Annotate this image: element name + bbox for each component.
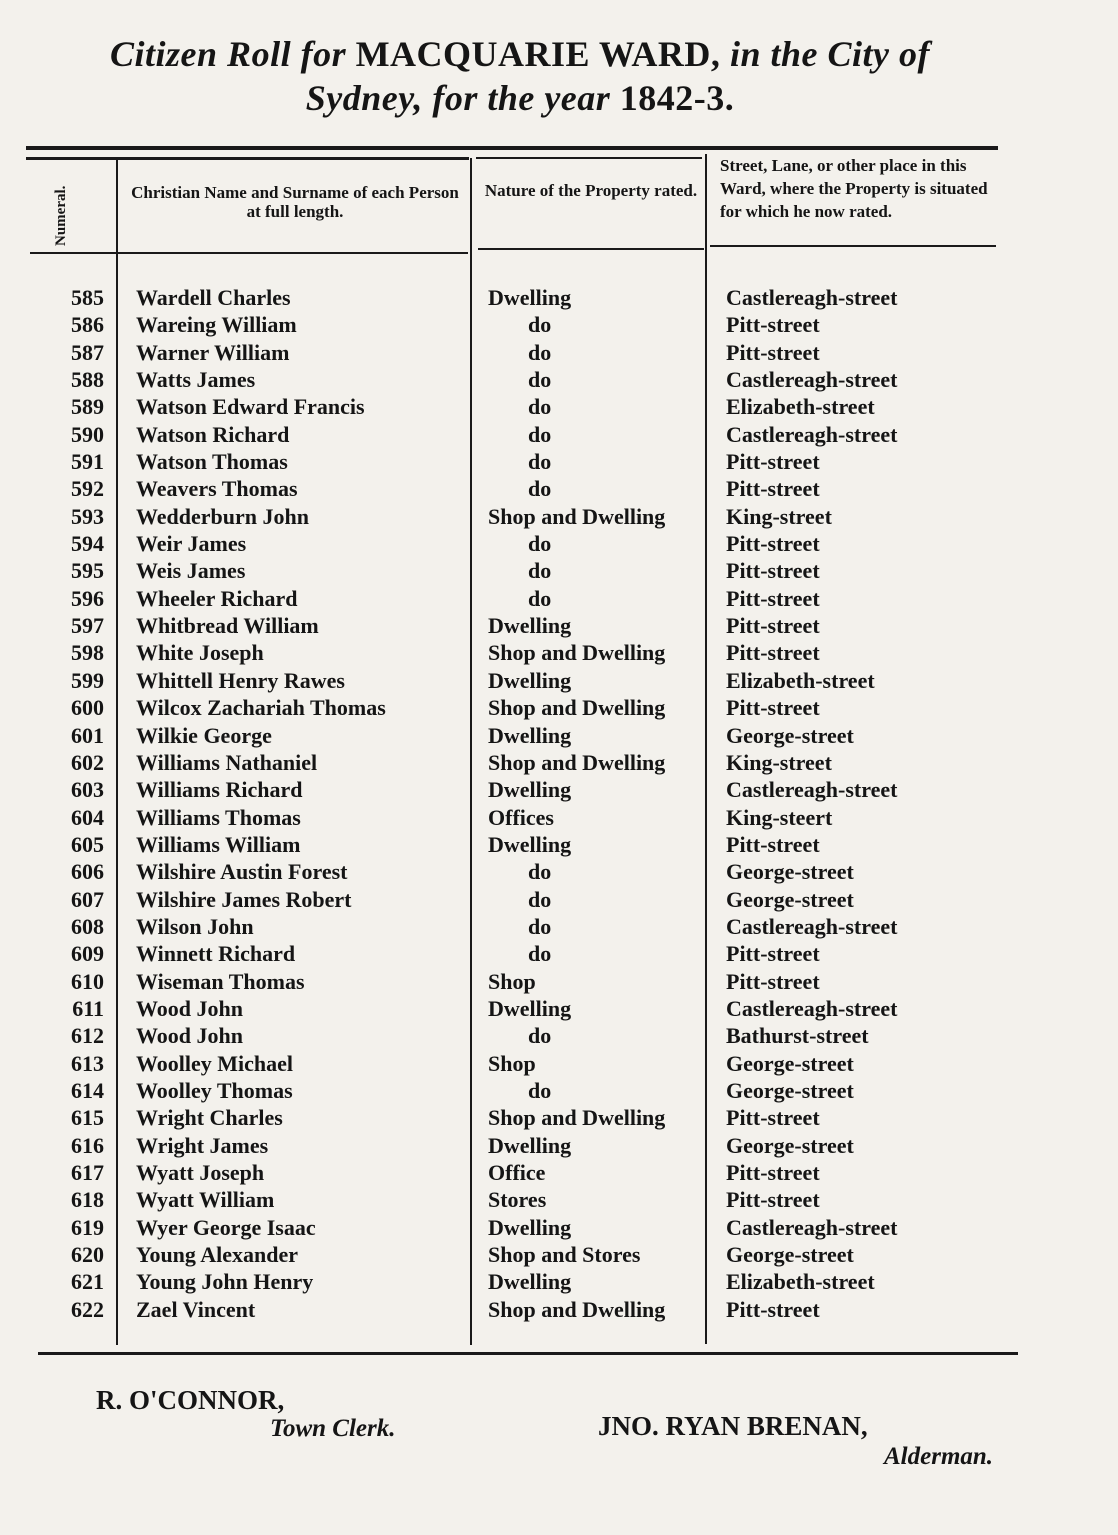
entry-numeral: 609 [71,941,104,967]
entry-street: Pitt-street [726,1160,820,1185]
entry-property: do [528,449,552,475]
entry-numeral: 590 [71,421,104,447]
header-name: Christian Name and Surname of each Person at full length. [131,183,459,221]
entry-numeral: 622 [71,1296,104,1322]
entry-property: Dwelling [488,285,572,310]
entry-name: Wright James [136,1132,269,1158]
table-row [0,667,1118,694]
table-row [0,804,1118,831]
entry-name: Williams Richard [136,777,303,803]
entry-property: do [528,941,552,967]
entry-numeral: 591 [71,449,104,475]
entry-street: Pitt-street [726,695,820,721]
title-line-2 [20,76,1020,120]
entry-name: Wright Charles [136,1105,283,1131]
table-row [0,722,1118,749]
entry-property: do [528,585,552,611]
entry-property: Shop and Dwelling [488,749,666,775]
entry-property: Dwelling [488,995,572,1021]
roll-entries [0,284,1118,1323]
entry-property: do [528,558,552,584]
header-numeral: Numeral. [53,185,69,246]
entry-numeral: 621 [71,1269,104,1295]
table-row [0,1186,1118,1213]
title-line-1 [20,32,1020,76]
table-row [0,503,1118,530]
title-prefix: Citizen Roll for [110,34,347,74]
entry-street: Pitt-street [726,339,820,365]
entry-name: Warner William [136,339,290,365]
entry-numeral: 606 [71,859,104,885]
entry-street: Castlereagh-street [726,1214,898,1240]
table-row [0,1022,1118,1049]
table-row [0,968,1118,995]
table-row [0,913,1118,940]
entry-property: do [528,394,552,420]
table-row [0,749,1118,776]
entry-street: Pitt-street [726,613,820,639]
entry-property: Shop [488,968,536,994]
entry-property: Dwelling [488,667,572,693]
entry-street: Elizabeth-street [726,667,875,693]
table-row [0,1104,1118,1131]
alderman-name: JNO. RYAN BRENAN, [598,1411,868,1441]
entry-name: Wilshire Austin Forest [136,859,348,885]
entry-numeral: 596 [71,585,104,611]
entry-name: White Joseph [136,640,264,666]
entry-name: Young Alexander [136,1242,298,1268]
entry-numeral: 594 [71,531,104,557]
entry-name: Williams William [136,831,301,857]
entry-name: Watts James [136,367,256,393]
entry-name: Wilkie George [136,722,272,748]
table-row [0,776,1118,803]
entry-numeral: 608 [71,913,104,939]
entry-property: Dwelling [488,1214,572,1240]
entry-name: Wedderburn John [136,503,309,529]
entry-street: Pitt-street [726,312,820,338]
alderman-role: Alderman. [884,1443,994,1470]
table-row [0,1296,1118,1323]
title-suffix: in the City of [729,34,930,74]
entry-property: do [528,476,552,502]
entry-name: Watson Thomas [136,449,288,475]
entry-street: George-street [726,1132,854,1158]
entry-street: King-steert [726,804,833,830]
entry-name: Wood John [136,995,243,1021]
entry-numeral: 601 [71,722,104,748]
entry-numeral: 616 [71,1132,104,1158]
entry-name: Williams Thomas [136,804,301,830]
entry-numeral: 612 [71,1023,104,1049]
entry-property: Stores [488,1187,547,1213]
table-row [0,1214,1118,1241]
entry-street: Pitt-street [726,1105,820,1131]
entry-street: Pitt-street [726,558,820,584]
entry-name: Williams Nathaniel [136,749,318,775]
entry-property: Offices [488,804,554,830]
entry-street: Pitt-street [726,640,820,666]
entry-numeral: 620 [71,1242,104,1268]
document-title [20,32,1020,120]
table-row [0,421,1118,448]
table-row [0,585,1118,612]
entry-name: Wyer George Isaac [136,1214,316,1240]
table-row [0,393,1118,420]
entry-street: Pitt-street [726,476,820,502]
table-row [0,886,1118,913]
entry-name: Wiseman Thomas [136,968,305,994]
table-row [0,1268,1118,1295]
title-year: 1842-3. [619,78,735,118]
entry-street: Pitt-street [726,449,820,475]
header-street: Street, Lane, or other place in this Ward, where the Property is situated for which he now rated. [720,156,988,221]
entry-numeral: 618 [71,1187,104,1213]
entry-property: Dwelling [488,613,572,639]
entry-name: Wilshire James Robert [136,886,352,912]
entry-numeral: 588 [71,367,104,393]
entry-name: Wardell Charles [136,285,291,310]
table-row [0,284,1118,311]
entry-street: George-street [726,722,854,748]
entry-street: George-street [726,886,854,912]
entry-name: Woolley Thomas [136,1077,293,1103]
entry-name: Woolley Michael [136,1050,294,1076]
table-row [0,831,1118,858]
entry-name: Weir James [136,531,247,557]
entry-street: Pitt-street [726,831,820,857]
entry-property: do [528,421,552,447]
entry-numeral: 589 [71,394,104,420]
entry-property: Dwelling [488,777,572,803]
header-bottom-rule-3 [710,245,996,247]
entry-name: Wareing William [136,312,297,338]
town-clerk-name: R. O'CONNOR, [96,1385,285,1415]
entry-property: do [528,886,552,912]
entry-street: Castlereagh-street [726,913,898,939]
entry-street: George-street [726,1077,854,1103]
entry-property: Shop and Dwelling [488,640,666,666]
table-row [0,1077,1118,1104]
title-city: Sydney, for the year [305,78,611,118]
entry-property: Shop and Dwelling [488,1105,666,1131]
entry-street: Pitt-street [726,1296,820,1322]
entry-name: Wilson John [136,913,254,939]
table-row [0,639,1118,666]
table-top-rule [26,146,998,150]
entry-property: Shop and Dwelling [488,1296,666,1322]
entry-property: do [528,913,552,939]
entry-numeral: 604 [71,804,104,830]
table-row [0,1132,1118,1159]
entry-name: Wood John [136,1023,243,1049]
entry-name: Wyatt William [136,1187,275,1213]
entry-name: Wheeler Richard [136,585,298,611]
entry-numeral: 592 [71,476,104,502]
entry-street: Castlereagh-street [726,367,898,393]
entry-street: Elizabeth-street [726,1269,875,1295]
entry-numeral: 593 [71,503,104,529]
entry-property: Shop and Dwelling [488,695,666,721]
entry-name: Whittell Henry Rawes [136,667,345,693]
entry-street: George-street [726,859,854,885]
header-property: Nature of the Property rated. [484,181,698,200]
table-header-rule-1 [26,157,469,160]
entry-street: Elizabeth-street [726,394,875,420]
entry-numeral: 611 [72,995,104,1021]
entry-numeral: 605 [71,831,104,857]
table-row [0,612,1118,639]
entry-street: George-street [726,1050,854,1076]
entry-property: Shop and Dwelling [488,503,666,529]
entry-numeral: 610 [71,968,104,994]
entry-numeral: 598 [71,640,104,666]
entry-numeral: 615 [71,1105,104,1131]
entry-street: Pitt-street [726,531,820,557]
entry-numeral: 587 [71,339,104,365]
entry-street: Castlereagh-street [726,777,898,803]
entry-numeral: 595 [71,558,104,584]
entry-property: do [528,531,552,557]
entry-numeral: 599 [71,667,104,693]
table-row [0,339,1118,366]
entry-numeral: 603 [71,777,104,803]
entry-street: Pitt-street [726,1187,820,1213]
table-header-rule-2 [476,157,702,159]
entry-name: Young John Henry [136,1269,314,1295]
header-bottom-rule-1 [30,252,468,254]
table-row [0,311,1118,338]
entry-numeral: 602 [71,749,104,775]
entry-name: Winnett Richard [136,941,296,967]
table-row [0,1050,1118,1077]
entry-property: Dwelling [488,1269,572,1295]
entry-street: Castlereagh-street [726,285,898,310]
table-row [0,530,1118,557]
table-row [0,475,1118,502]
header-bottom-rule-2 [478,248,704,250]
entry-name: Weis James [136,558,246,584]
entry-name: Whitbread William [136,613,319,639]
entry-street: Castlereagh-street [726,421,898,447]
table-row [0,557,1118,584]
table-row [0,448,1118,475]
entry-property: Dwelling [488,831,572,857]
table-row [0,1241,1118,1268]
table-row [0,995,1118,1022]
entry-name: Zael Vincent [136,1296,256,1322]
entry-property: do [528,1077,552,1103]
ward-name: MACQUARIE WARD, [355,34,721,74]
table-row [0,1159,1118,1186]
entry-property: Shop [488,1050,536,1076]
entry-numeral: 607 [71,886,104,912]
entry-name: Wyatt Joseph [136,1160,265,1185]
entry-street: Castlereagh-street [726,995,898,1021]
entry-numeral: 585 [71,285,104,310]
table-row [0,858,1118,885]
entry-street: King-street [726,749,832,775]
entry-name: Watson Edward Francis [136,394,365,420]
table-row [0,366,1118,393]
entry-property: do [528,859,552,885]
entry-property: do [528,339,552,365]
entry-property: Dwelling [488,1132,572,1158]
entry-street: Pitt-street [726,585,820,611]
entry-numeral: 613 [71,1050,104,1076]
entry-property: Shop and Stores [488,1242,641,1268]
entry-property: do [528,312,552,338]
entry-street: Pitt-street [726,968,820,994]
entry-property: Office [488,1160,546,1185]
entry-street: Pitt-street [726,941,820,967]
entry-street: George-street [726,1242,854,1268]
entry-numeral: 597 [71,613,104,639]
entry-numeral: 619 [71,1214,104,1240]
entry-street: Bathurst-street [726,1023,869,1049]
entry-name: Weavers Thomas [136,476,298,502]
entry-numeral: 614 [71,1077,104,1103]
entry-numeral: 617 [71,1160,104,1185]
entry-numeral: 586 [71,312,104,338]
entry-name: Wilcox Zachariah Thomas [136,695,386,721]
entry-name: Watson Richard [136,421,290,447]
entry-property: do [528,1023,552,1049]
entry-street: King-street [726,503,832,529]
town-clerk-role: Town Clerk. [270,1415,396,1442]
entry-numeral: 600 [71,695,104,721]
entry-property: Dwelling [488,722,572,748]
table-bottom-rule [38,1352,1018,1355]
entry-property: do [528,367,552,393]
table-row [0,940,1118,967]
table-row [0,694,1118,721]
